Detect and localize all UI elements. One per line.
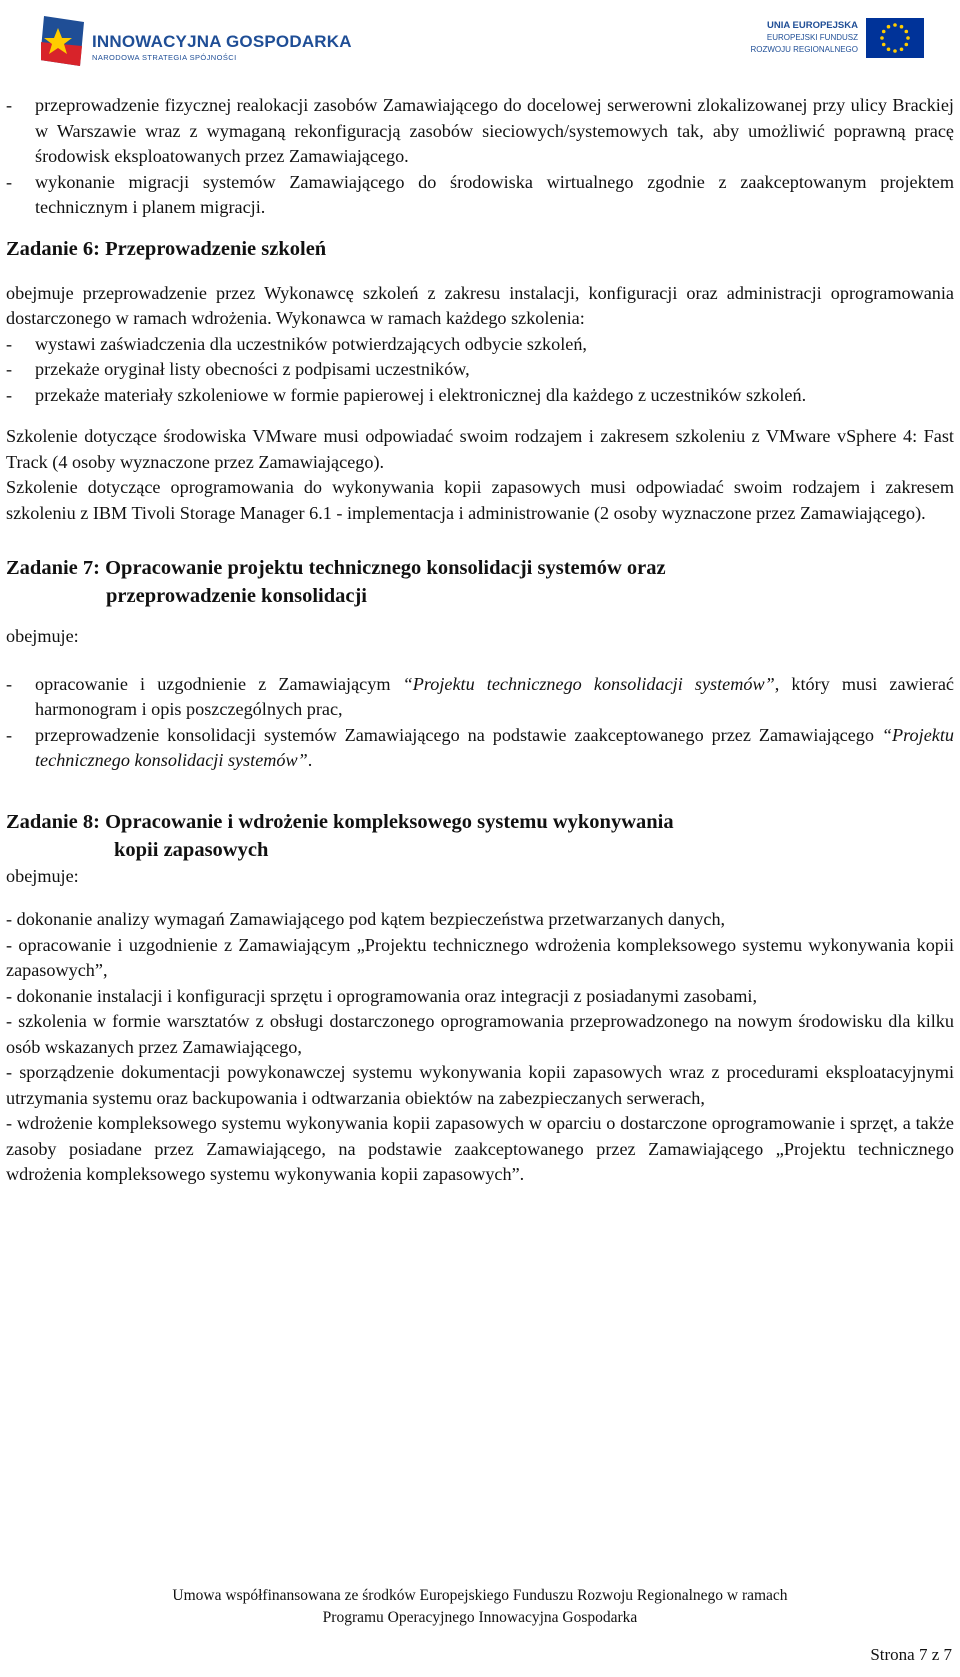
list-item: - dokonanie instalacji i konfiguracji sprzętu i oprogramowania oraz integracji z posiadanymi zasobami,	[6, 985, 757, 1006]
task7-heading-line1: Zadanie 7: Opracowanie projektu technicznego konsolidacji systemów oraz	[6, 557, 666, 579]
eu-flag-icon	[866, 18, 924, 58]
task7-intro: obejmuje:	[6, 626, 79, 646]
list-item: - wdrożenie kompleksowego systemu wykonywania kopii zapasowych w oparciu o dostarczone oprogramowanie i sprzęt, a także zasoby posiadane przez Zamawiającego, na podstawie zaakceptowanego przez Zamawiającego „Projektu technicznego wdrożenia kompleksowego systemu wykonywania kopii zapasowych”.	[6, 1113, 954, 1184]
footer-line2: Programu Operacyjnego Innowacyjna Gospodarka	[322, 1609, 638, 1626]
list-item: - przeprowadzenie konsolidacji systemów Zamawiającego na podstawie zaakceptowanego przez Zamawiającego “Projektu technicznego konsolidacji systemów”.	[6, 724, 954, 770]
document-body	[6, 93, 954, 1188]
task6-heading: Zadanie 6: Przeprowadzenie szkoleń	[6, 237, 327, 260]
task6-paragraph-vmware: Szkolenie dotyczące środowiska VMware musi odpowiadać swoim rodzajem i zakresem szkoleniu z VMware vSphere 4: Fast Track (4 osoby wyznaczone przez Zamawiającego).	[6, 426, 954, 472]
innowacyjna-gospodarka-logo	[38, 14, 368, 70]
page-footer	[0, 1585, 960, 1629]
task8-heading	[6, 808, 954, 864]
list-item: - przekaże oryginał listy obecności z podpisami uczestników,	[6, 359, 470, 379]
task8-intro: obejmuje:	[6, 865, 79, 886]
eu-logo-line2: EUROPEJSKI FUNDUSZ	[766, 33, 858, 42]
eu-logo-text	[750, 20, 858, 56]
list-item: - przekaże materiały szkoleniowe w formie papierowej i elektronicznej dla każdego z uczestników szkoleń.	[6, 384, 807, 405]
task8-heading-line2: kopii zapasowych	[114, 838, 269, 861]
ig-logo-subtitle: NARODOWA STRATEGIA SPÓJNOŚCI	[92, 53, 237, 62]
page-header	[0, 0, 960, 80]
list-item: - szkolenia w formie warsztatów z obsługi dostarczonego oprogramowania przeprowadzonego na nowym środowisku dla kilku osób wskazanych przez Zamawiającego,	[6, 1011, 954, 1057]
list-item: - wykonanie migracji systemów Zamawiającego do środowiska wirtualnego zgodnie z zaakceptowanym projektem technicznym i planem migracji.	[6, 171, 954, 217]
page-number: Strona 7 z 7	[870, 1645, 952, 1664]
eu-logo-line3: ROZWOJU REGIONALNEGO	[750, 45, 858, 54]
task8-heading-line1: Zadanie 8: Opracowanie i wdrożenie kompleksowego systemu wykonywania	[6, 810, 674, 833]
task7-heading-line2: przeprowadzenie konsolidacji	[106, 585, 367, 607]
eu-logo	[744, 18, 924, 64]
list-item: - przeprowadzenie fizycznej realokacji zasobów Zamawiającego do docelowej serwerowni zlokalizowanej przy ulicy Brackiej w Warszawie wraz z wymaganą rekonfiguracją zasobów sieciowych/systemowych tak, aby umożliwić poprawną pracę środowisk eksploatowanych przez Zamawiającego.	[6, 95, 954, 166]
list-item: - dokonanie analizy wymagań Zamawiającego pod kątem bezpieczeństwa przetwarzanych danych,	[6, 909, 726, 929]
footer-line1: Umowa współfinansowana ze środków Europejskiego Funduszu Rozwoju Regionalnego w ramach	[172, 1587, 788, 1604]
task7-heading	[6, 554, 954, 610]
list-item: - opracowanie i uzgodnienie z Zamawiającym „Projektu technicznego wdrożenia kompleksowego systemu wykonywania kopii zapasowych”,	[6, 934, 955, 980]
list-item: - wystawi zaświadczenia dla uczestników potwierdzających odbycie szkoleń,	[6, 333, 587, 354]
ig-star-flag-icon	[38, 14, 88, 70]
eu-logo-line1: UNIA EUROPEJSKA	[767, 20, 858, 31]
task6-intro: obejmuje przeprowadzenie przez Wykonawcę szkoleń z zakresu instalacji, konfiguracji oraz administracji oprogramowania dostarczonego w ramach wdrożenia. Wykonawca w ramach każdego szkolenia:	[6, 282, 954, 328]
task6-paragraph-tsm: Szkolenie dotyczące oprogramowania do wykonywania kopii zapasowych musi odpowiadać swoim rodzajem i zakresem szkoleniu z IBM Tivoli Storage Manager 6.1 - implementacja i administrowanie (2 osoby wyznaczone przez Zamawiającego).	[6, 477, 954, 523]
ig-logo-title: INNOWACYJNA GOSPODARKA	[92, 32, 352, 51]
task8-list	[6, 907, 954, 1188]
list-item: - opracowanie i uzgodnienie z Zamawiającym “Projektu technicznego konsolidacji systemów”, który musi zawierać harmonogram i opis poszczególnych prac,	[6, 673, 954, 719]
list-item: - sporządzenie dokumentacji powykonawczej systemu wykonywania kopii zapasowych wraz z procedurami eksploatacyjnymi utrzymania systemu oraz backupowania i odtwarzania obiektów na zabezpieczanych serwerach,	[6, 1062, 954, 1108]
